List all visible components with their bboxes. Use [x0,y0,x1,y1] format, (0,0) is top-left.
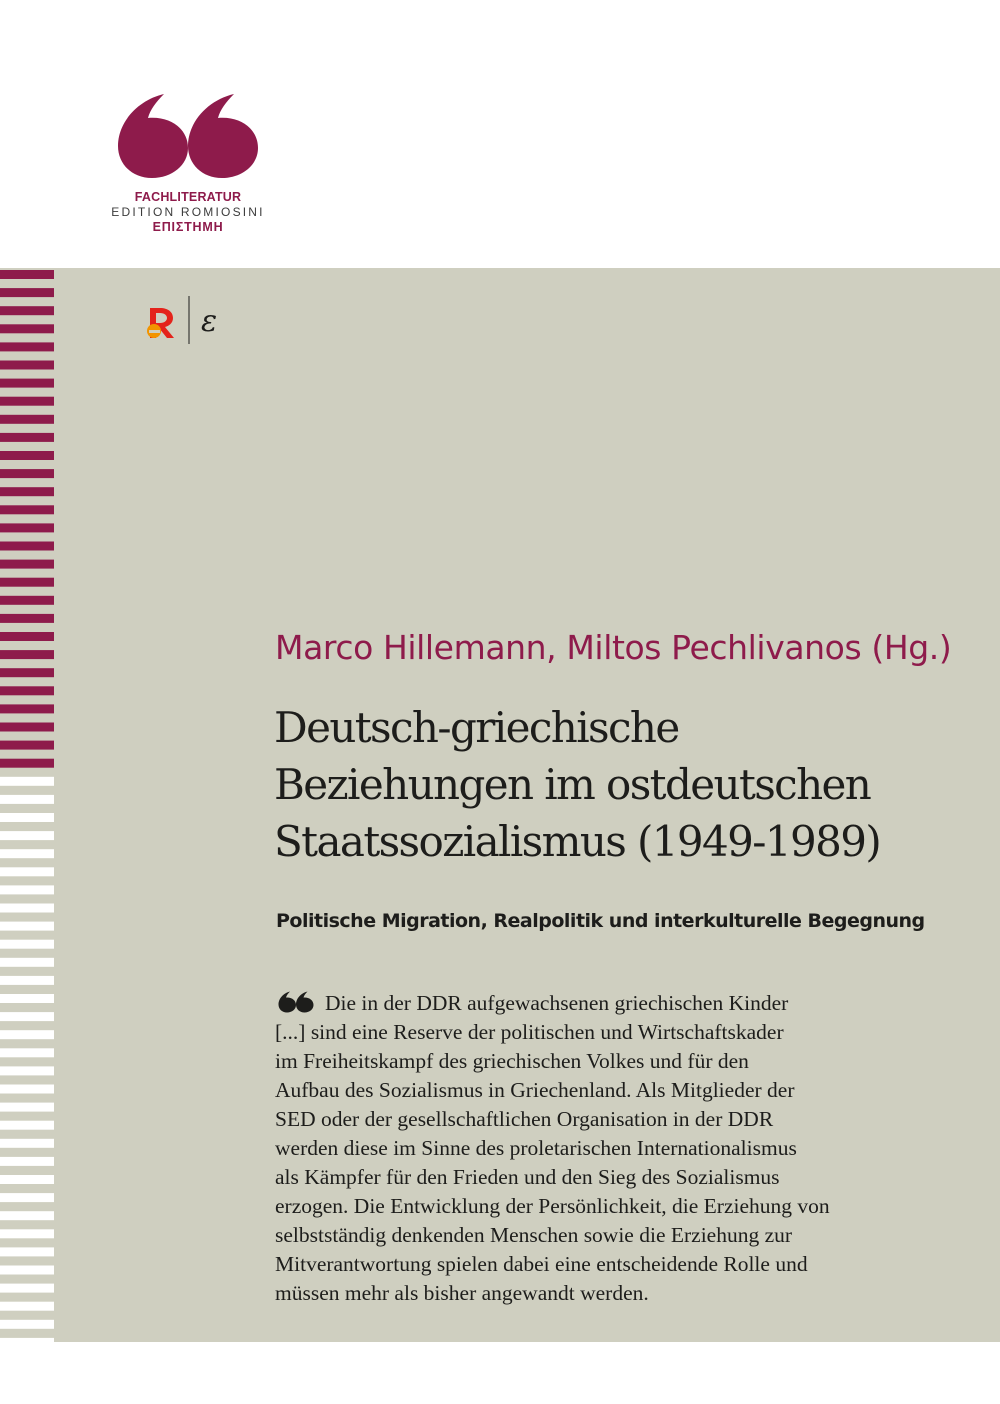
stripe [0,650,54,659]
stripe [0,940,54,949]
stripe [0,976,54,985]
stripe [0,1157,54,1166]
stripe [0,288,54,297]
stripe [0,831,54,840]
stripe [0,759,54,768]
stripe [0,1338,54,1342]
stripe [0,922,54,931]
stripe [0,560,54,569]
quote-line: Mitverantwortung spielen dabei eine entscheidende Rolle und [275,1252,808,1276]
stripe [0,1320,54,1329]
epsilon-logo-icon: ε [201,304,218,339]
quote-line: Aufbau des Sozialismus in Griechenland. Als Mitglieder der [275,1078,795,1102]
stripe [0,1229,54,1238]
stripe [0,487,54,496]
series-name-episteme: ΕΠΙΣΤΗΜΗ [152,220,224,234]
stripe [0,523,54,532]
quote-line: im Freiheitskampf des griechischen Volkes und für den [275,1049,749,1073]
stripe [0,433,54,442]
quote-line: selbstständig denkenden Menschen sowie die Erziehung zur [275,1223,793,1247]
stripe [0,1193,54,1202]
stripe [0,1302,54,1311]
stripe [0,813,54,822]
quote-line: [...] sind eine Reserve der politischen und Wirtschaftskader [275,1020,784,1044]
stripe [0,1048,54,1057]
stripe [0,1284,54,1293]
stripe [0,849,54,858]
stripe [0,542,54,551]
stripe [0,1139,54,1148]
right-quote-mark [188,94,258,178]
stripe [0,686,54,695]
title-line: Staatssozialismus (1949-1989) [274,817,881,866]
quote-line: SED oder der gesellschaftlichen Organisation in der DDR [275,1107,774,1131]
quote-line: als Kämpfer für den Frieden und den Sieg des Sozialismus [275,1165,780,1189]
stripe [0,885,54,894]
stripe [0,505,54,514]
series-name-edition: EDITION ROMIOSINI [111,205,265,219]
stripe [0,1103,54,1112]
stripe [0,306,54,315]
stripe [0,415,54,424]
quote-line: erzogen. Die Entwicklung der Persönlichkeit, die Erziehung von [275,1194,830,1218]
stripe [0,342,54,351]
quote-line [275,989,955,1018]
stripe [0,958,54,967]
stripe [0,1030,54,1039]
stripe [0,324,54,333]
stripe [0,1012,54,1021]
stripe [0,1266,54,1275]
quote-line: werden diese im Sinne des proletarischen Internationalismus [275,1136,797,1160]
stripe [0,270,54,279]
stripe [0,704,54,713]
book-subtitle: Politische Migration, Realpolitik und interkulturelle Begegnung [276,910,925,932]
stripe [0,1247,54,1256]
title-line: Deutsch-griechische [274,703,679,752]
stripe [0,867,54,876]
stripe [0,1121,54,1130]
stripe [0,777,54,786]
stripe [0,596,54,605]
series-name-fachliteratur: FACHLITERATUR [134,190,242,204]
quote-line-text: Die in der DDR aufgewachsenen griechischen Kinder [325,991,789,1015]
stripe [0,1175,54,1184]
book-authors: Marco Hillemann, Miltos Pechlivanos (Hg.) [275,628,952,667]
stripe [0,469,54,478]
stripe [0,451,54,460]
small-quotation-marks-icon [275,991,317,1013]
book-title [274,699,964,870]
publisher-logos [146,290,246,346]
left-quote-mark [118,94,188,178]
stripe [0,578,54,587]
stripe [0,668,54,677]
stripe [0,1066,54,1075]
stripe [0,1085,54,1094]
romiosini-r-logo-icon [147,308,174,338]
stripe [0,904,54,913]
stripe [0,361,54,370]
stripe-band [0,268,54,1342]
stripe [0,397,54,406]
series-logo [0,0,380,260]
stripe [0,379,54,388]
stripe [0,994,54,1003]
title-line: Beziehungen im ostdeutschen [274,760,871,809]
quote-line: müssen mehr als bisher angewandt werden. [275,1281,649,1305]
stripe [0,741,54,750]
stripe [0,632,54,641]
stripe [0,614,54,623]
back-quote [275,989,955,1308]
stripe [0,723,54,732]
quotation-marks-icon [116,92,260,180]
stripe [0,795,54,804]
stripe [0,1211,54,1220]
